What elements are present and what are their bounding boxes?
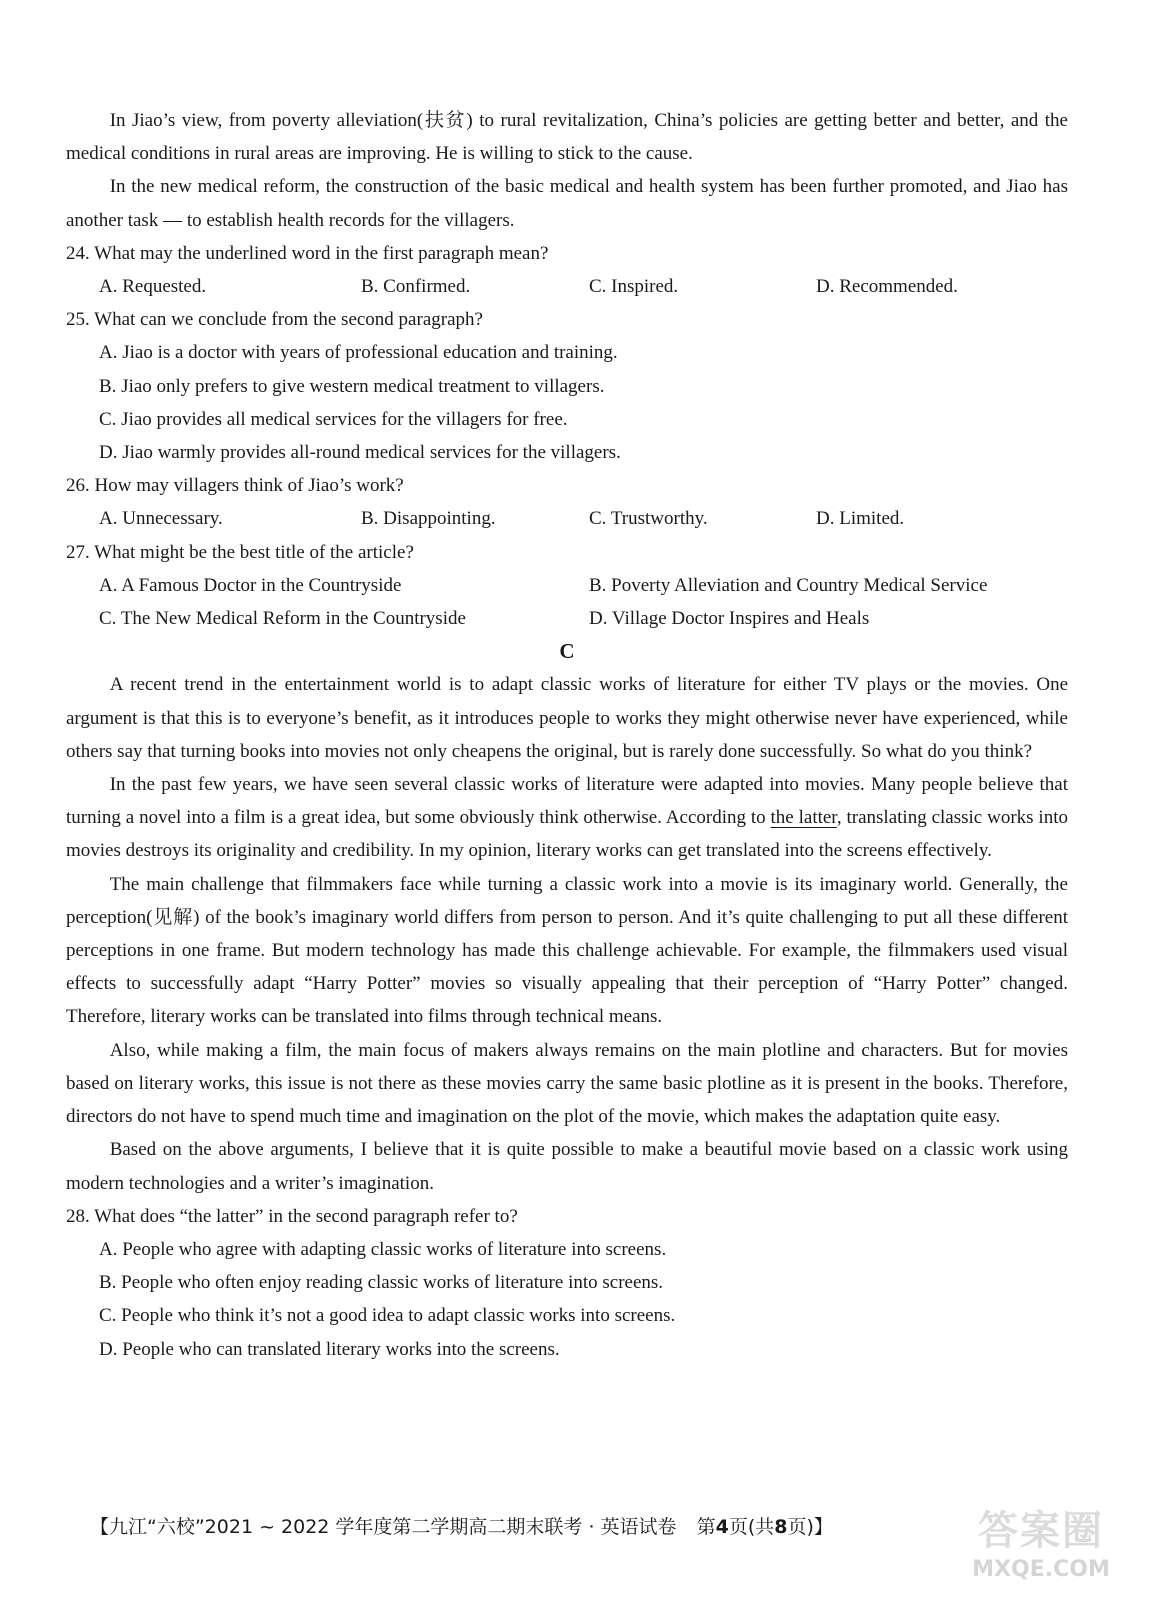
option-c: C. The New Medical Reform in the Countryside [99,608,466,630]
paragraph: Based on the above arguments, I believe that it is quite possible to make a beautiful movie based on a classic work using modern technologies and a writer’s imagination. [66,1139,1068,1194]
paragraph [66,768,1068,868]
option-d: D. Recommended. [816,276,958,298]
question-text: 24. What may the underlined word in the first paragraph mean? [66,242,549,264]
option-b: B. Confirmed. [361,276,471,298]
option-a: A. Requested. [99,276,207,298]
question-26 [66,469,1068,535]
question-25 [66,303,1068,469]
option-c: C. Inspired. [589,276,679,298]
watermark-top: 答案圈 [978,1508,1104,1554]
options-row [99,602,1068,635]
option-c: C. Trustworthy. [589,508,708,530]
paragraph: A recent trend in the entertainment world is to adapt classic works of literature for either TV plays or the movies. One argument is that this is to everyone’s benefit, as it introduces people to works they might otherwise never have experienced, while others say that turning books into movies not only cheapens the original, but is rarely done successfully. So what do you think? [66,674,1068,762]
page-prefix: 第 [696,1516,716,1538]
option-a: A. Unnecessary. [99,508,223,530]
page-suffix: 页)】 [787,1516,833,1538]
question-27 [66,536,1068,636]
option-d: D. Jiao warmly provides all-round medical services for the villagers. [99,442,621,464]
text-run: In the past few years, we have seen several classic works of literature were adapted into movies. Many people believe that turning a novel into a film is a great idea, but some obviously think otherwise. According to [66,774,1068,829]
question-28 [66,1200,1068,1366]
option-b: B. Disappointing. [361,508,496,530]
exam-title: 【九江“六校”2021 ~ 2022 学年度第二学期高二期末联考 · 英语试卷 [90,1516,677,1538]
option-d: D. People who can translated literary works into the screens. [99,1338,560,1360]
page-total: 8 [774,1516,788,1538]
question-text: 25. What can we conclude from the second paragraph? [66,309,483,331]
option-b: B. Poverty Alleviation and Country Medical Service [589,574,988,596]
options-row [99,569,1068,602]
option-c: C. Jiao provides all medical services for the villagers for free. [99,408,568,430]
paragraph: In the new medical reform, the construction of the basic medical and health system has been further promoted, and Jiao has another task — to establish health records for the villagers. [66,176,1068,231]
page-mid: 页(共 [728,1516,775,1538]
option-a: A. A Famous Doctor in the Countryside [99,574,402,596]
question-text: 27. What might be the best title of the article? [66,541,414,563]
question-text: 26. How may villagers think of Jiao’s work? [66,475,404,497]
options-row [99,270,1068,303]
option-c: C. People who think it’s not a good idea to adapt classic works into screens. [99,1305,676,1327]
options-row [99,502,1068,535]
paragraph: The main challenge that filmmakers face while turning a classic work into a movie is its imaginary world. Generally, the perception(见解) of the book’s imaginary world differs from person to person. And it’s quite challenging to put all these different perceptions in one frame. But modern technology has made this challenge achievable. For example, the filmmakers used visual effects to successfully adapt “Harry Potter” movies so visually appealing that their perception of “Harry Potter” changed. Therefore, literary works can be translated into films through technical means. [66,873,1068,1028]
page-footer [90,1512,1030,1539]
option-b: B. Jiao only prefers to give western medical treatment to villagers. [99,375,605,397]
option-b: B. People who often enjoy reading classic works of literature into screens. [99,1272,664,1294]
page-number: 4 [715,1516,729,1538]
question-text: 28. What does “the latter” in the second paragraph refer to? [66,1205,518,1227]
passage-b-tail [66,104,1068,1366]
text-run: , translating classic works into movies destroys its originality and credibility. In my opinion, literary works can get translated into the screens effectively. [66,807,1068,862]
paragraph: Also, while making a film, the main focus of makers always remains on the main plotline and characters. But for movies based on literary works, this issue is not there as these movies carry the same basic plotline as it is present in the books. Therefore, directors do not have to spend much time and imagination on the plot of the movie, which makes the adaptation quite easy. [66,1039,1068,1128]
option-a: A. Jiao is a doctor with years of professional education and training. [99,342,618,364]
watermark-bottom: MXQE.COM [972,1557,1110,1582]
watermark-logo [941,1506,1141,1594]
paragraph: In Jiao’s view, from poverty alleviation(扶贫) to rural revitalization, China’s policies are getting better and better, and the medical conditions in rural areas are improving. He is willing to stick to the cause. [66,110,1068,165]
question-24 [66,237,1068,303]
page-indicator [697,1516,833,1538]
option-d: D. Village Doctor Inspires and Heals [589,608,870,630]
section-heading: C [559,639,575,664]
option-d: D. Limited. [816,508,905,530]
underlined-phrase: the latter [770,807,837,829]
option-a: A. People who agree with adapting classic works of literature into screens. [99,1238,667,1260]
